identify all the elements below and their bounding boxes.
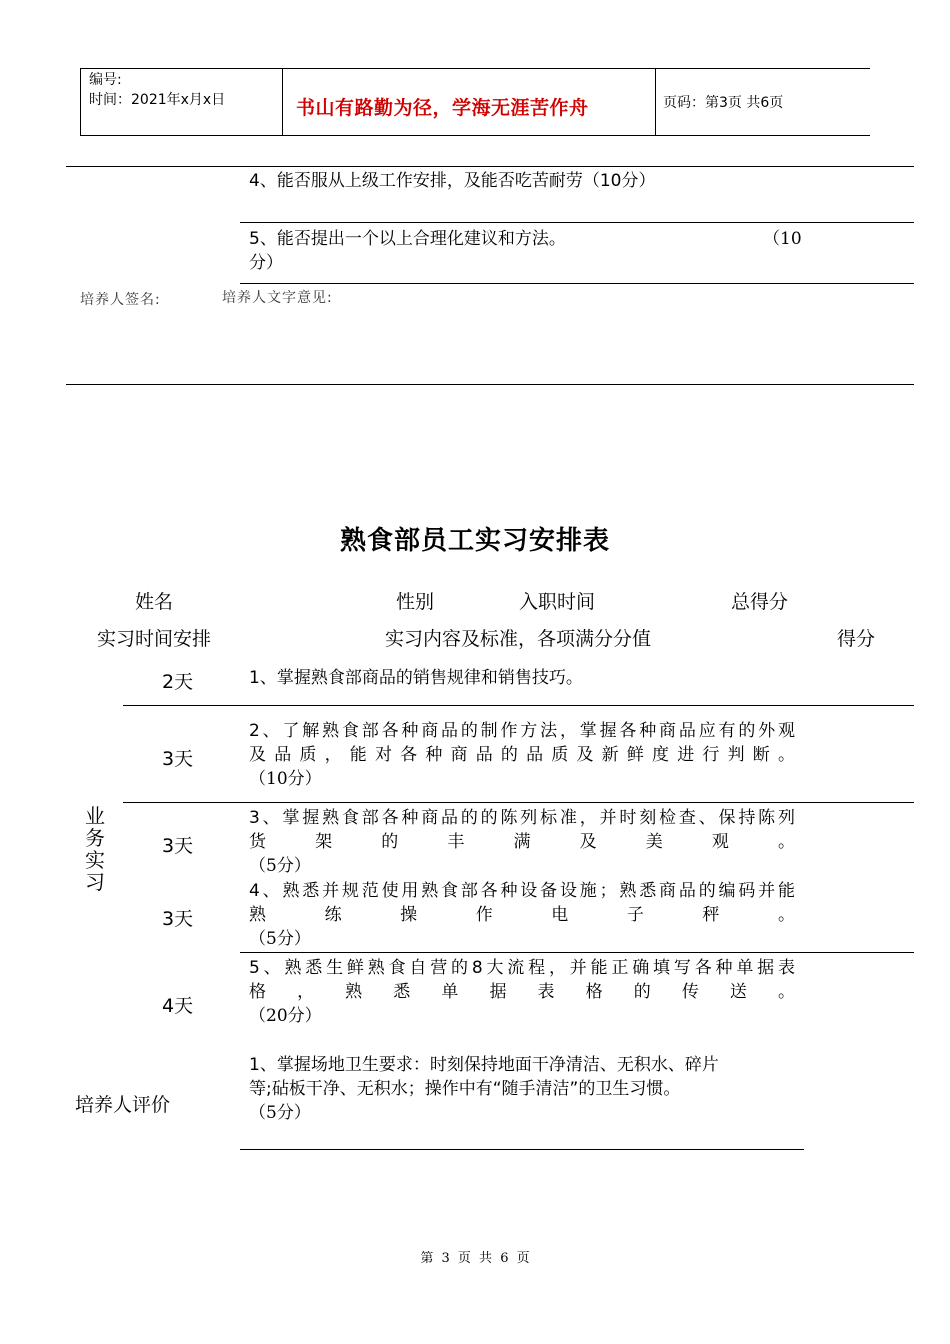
evaluation-line: （5分） — [249, 1103, 311, 1123]
row-content-line: 4、熟悉并规范使用熟食部各种设备设施；熟悉商品的编码并能 — [249, 881, 795, 901]
row-content — [249, 719, 795, 791]
row-days: 3天 — [162, 748, 194, 770]
row-content — [249, 879, 795, 951]
row-content-line: （10分） — [249, 769, 322, 789]
label-total-score: 总得分 — [731, 591, 789, 613]
criterion-item-4: 4、能否服从上级工作安排，及能否吃苦耐劳（10分） — [249, 171, 656, 191]
page-title: 熟食部员工实习安排表 — [339, 526, 610, 556]
row-content — [249, 806, 795, 878]
header-number-label: 编号: — [89, 72, 122, 88]
footer-page-number: 第 3 页 共 6 页 — [420, 1251, 530, 1266]
header-motto: 书山有路勤为径，学海无涯苦作舟 — [296, 97, 589, 119]
row-content-line: 1、掌握熟食部商品的销售规律和销售技巧。 — [249, 668, 583, 688]
row-content — [249, 956, 795, 1028]
criterion-item-5-score-a: （10 — [763, 229, 802, 249]
row-content-line: 货架的丰满及美观。 — [249, 832, 795, 852]
row-content-line: 2、了解熟食部各种商品的制作方法，掌握各种商品应有的外观 — [249, 721, 795, 741]
label-schedule: 实习时间安排 — [97, 628, 212, 650]
trainer-opinion-label: 培养人文字意见: — [222, 290, 333, 306]
header-page-label: 页码：第3页 共6页 — [663, 95, 784, 111]
header-time-label: 时间：2021年x月x日 — [89, 92, 226, 108]
row-content-line: （20分） — [249, 1006, 322, 1026]
trainer-sign-label: 培养人签名: — [80, 292, 161, 308]
label-gender: 性别 — [396, 591, 435, 613]
evaluation-line: 1、掌握场地卫生要求：时刻保持地面干净清洁、无积水、碎片 — [249, 1055, 719, 1075]
label-score: 得分 — [837, 628, 876, 650]
row-content-line: 及品质，能对各种商品的品质及新鲜度进行判断。 — [249, 745, 795, 765]
row-content-line: 熟练操作电子秤。 — [249, 905, 795, 925]
label-trainer-evaluation: 培养人评价 — [75, 1094, 171, 1116]
criterion-item-5-score-b: 分） — [249, 253, 283, 273]
evaluation-content — [249, 1053, 795, 1125]
row-days: 2天 — [162, 671, 194, 693]
row-days: 3天 — [162, 835, 194, 857]
row-days: 3天 — [162, 908, 194, 930]
row-content-line: （5分） — [249, 856, 311, 876]
label-name: 姓名 — [135, 591, 174, 613]
row-content-line: 格，熟悉单据表格的传送。 — [249, 982, 795, 1002]
row-content-line: （5分） — [249, 929, 311, 949]
row-content-line: 3、掌握熟食部各种商品的的陈列标准，并时刻检查、保持陈列 — [249, 808, 795, 828]
category-business-internship: 业务实习 — [85, 804, 105, 894]
row-days: 4天 — [162, 995, 194, 1017]
row-content-line: 5、熟悉生鲜熟食自营的8大流程，并能正确填写各种单据表 — [249, 958, 795, 978]
label-entry-time: 入职时间 — [519, 591, 596, 613]
label-content: 实习内容及标准，各项满分分值 — [385, 628, 652, 650]
evaluation-line: 等;砧板干净、无积水；操作中有“随手清洁”的卫生习惯。 — [249, 1079, 681, 1099]
criterion-item-5: 5、能否提出一个以上合理化建议和方法。 — [249, 229, 566, 249]
